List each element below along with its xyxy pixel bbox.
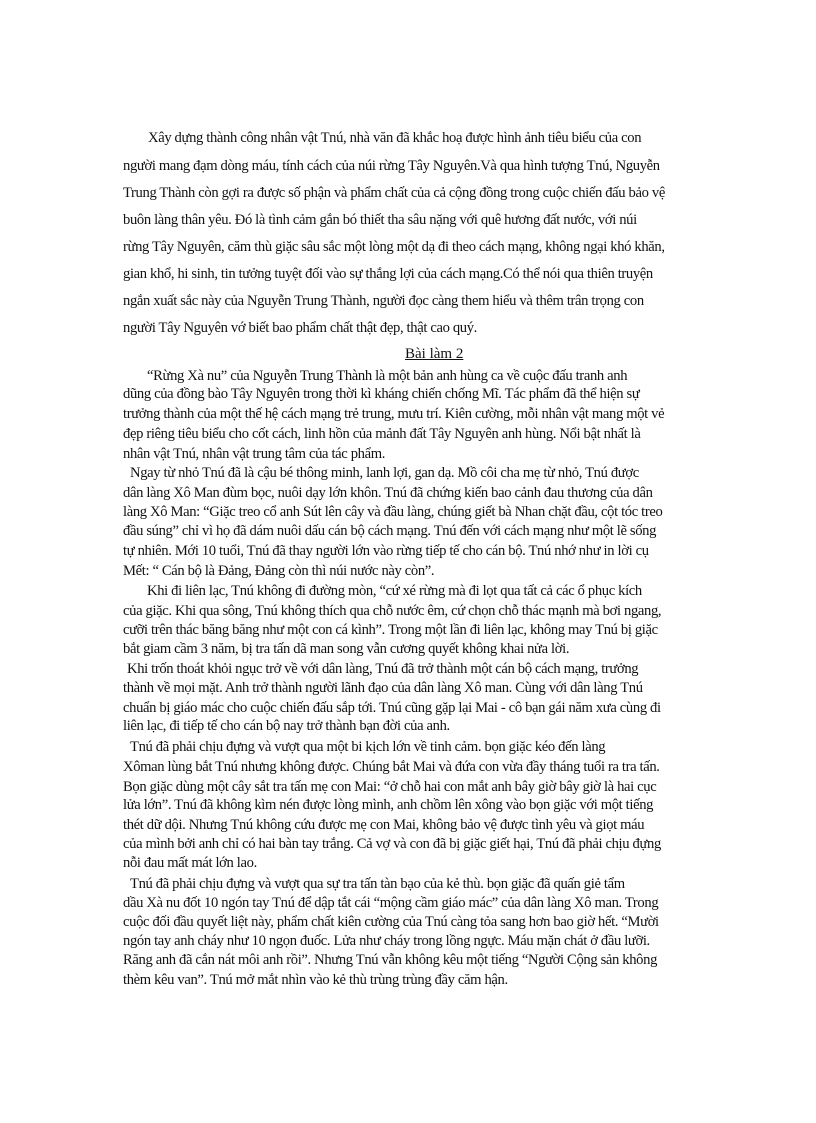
paragraph-line: Xây dựng thành công nhân vật Tnú, nhà văn đã khắc hoạ được hình ảnh tiêu biểu của con xyxy=(148,130,642,146)
paragraph-line: cưỡi trên thác băng băng như một con cá kình”. Trong một lần đi liên lạc, không may Tnú bị giặc xyxy=(123,622,658,638)
paragraph-line: dầu Xà nu đốt 10 ngón tay Tnú để dập tắt cái “mộng cầm giáo mác” của dân làng Xô man. Trong xyxy=(123,895,659,911)
paragraph-line: người Tây Nguyên vớ biết bao phẩm chất thật đẹp, thật cao quý. xyxy=(123,320,477,336)
paragraph-line: nỗi đau mất mát lớn lao. xyxy=(123,855,257,871)
paragraph-line: Trung Thành còn gợi ra được số phận và phẩm chất của cả cộng đồng trong cuộc chiến đấu bảo vệ xyxy=(123,185,665,201)
paragraph-line: nhân vật Tnú, nhân vật trung tâm của tác phẩm. xyxy=(123,446,386,462)
paragraph-line: tự nhiên. Mới 10 tuổi, Tnú đã thay người lớn vào rừng tiếp tế cho cán bộ. Tnú nhớ như in lời cụ xyxy=(123,543,649,559)
paragraph-line: đẹp riêng tiêu biểu cho cốt cách, linh hồn của mảnh đất Tây Nguyên anh hùng. Nổi bật nhất là xyxy=(123,426,641,442)
paragraph-line: Xôman lùng bắt Tnú nhưng không được. Chúng bắt Mai và đứa con vừa đầy tháng tuổi ra tra tấn. xyxy=(123,759,660,775)
paragraph-line: Khi trốn thoát khỏi ngục trở về với dân làng, Tnú đã trở thành một cán bộ cách mạng, trưởng xyxy=(127,661,639,677)
paragraph-line: dũng của đồng bào Tây Nguyên trong thời kì kháng chiến chống Mĩ. Tác phẩm đã thể hiện sự xyxy=(123,386,640,402)
paragraph-line: rừng Tây Nguyên, căm thù giặc sâu sắc một lòng một dạ đi theo cách mạng, không ngại khó khăn, xyxy=(123,239,665,255)
paragraph-line: Khi đi liên lạc, Tnú không đi đường mòn, “cứ xé rừng mà đi lọt qua tất cả các ổ phục kích xyxy=(147,583,642,599)
paragraph-line: người mang đạm dòng máu, tính cách của núi rừng Tây Nguyên.Và qua hình tượng Tnú, Nguyễn xyxy=(123,158,660,174)
paragraph-line: thành về mọi mặt. Anh trở thành người lãnh đạo của dân làng Xô man. Cùng với dân làng Tnú xyxy=(123,680,643,696)
paragraph-line: “Rừng Xà nu” của Nguyễn Trung Thành là một bản anh hùng ca về cuộc đấu tranh anh xyxy=(147,368,628,384)
paragraph-line: Răng anh đã cắn nát môi anh rồi”. Nhưng Tnú vẫn không kêu một tiếng “Người Cộng sản không xyxy=(123,952,658,968)
paragraph-line: Tnú đã phải chịu đựng và vượt qua một bi kịch lớn về tinh cảm. bọn giặc kéo đến làng xyxy=(130,739,606,755)
paragraph-line: trưởng thành của một thế hệ cách mạng trẻ trung, mưu trí. Kiên cường, mỗi nhân vật mang một vẻ xyxy=(123,406,665,422)
paragraph-line: chuẩn bị giáo mác cho cuộc chiến đấu sắp tới. Tnú cũng gặp lại Mai - cô bạn gái năm xưa cùng đi xyxy=(123,700,661,716)
paragraph-line: của giặc. Khi qua sông, Tnú không thích qua chỗ nước êm, cứ chọn chỗ thác mạnh mà bơi ngang, xyxy=(123,603,662,619)
essay-heading: Bài làm 2 xyxy=(405,346,464,362)
paragraph-line: Mết: “ Cán bộ là Đảng, Đảng còn thì núi nước này còn”. xyxy=(123,563,435,579)
paragraph-line: lửa lớn”. Tnú đã không kìm nén được lòng mình, anh chồm lên xông vào bọn giặc với một tiếng xyxy=(123,797,654,813)
paragraph-line: làng Xô Man: “Giặc treo cổ anh Sút lên cây và đầu làng, chúng giết bà Nhan chặt đầu, cột tóc treo xyxy=(123,504,663,520)
paragraph-line: thèm kêu van”. Tnú mở mắt nhìn vào kẻ thù trùng trùng đầy căm hận. xyxy=(123,972,508,988)
paragraph-line: cuộc đối đầu quyết liệt này, phẩm chất kiên cường của Tnú càng tỏa sang hơn bao giờ hết. “Mười xyxy=(123,914,659,930)
paragraph-line: thét dữ dội. Nhưng Tnú không cứu được mẹ con Mai, không bảo vệ được tình yêu và giọt máu xyxy=(123,817,645,833)
paragraph-line: Ngay từ nhỏ Tnú đã là cậu bé thông minh, lanh lợi, gan dạ. Mồ côi cha mẹ từ nhỏ, Tnú được xyxy=(130,465,639,481)
paragraph-line: bắt giam cầm 3 năm, bị tra tấn dã man song vẫn cương quyết không khai nửa lời. xyxy=(123,641,570,657)
paragraph-line: liên lạc, đi tiếp tế cho cán bộ nay trở thành bạn đời của anh. xyxy=(123,718,450,734)
paragraph-line: ngắn xuất sắc này của Nguyễn Trung Thành, người đọc càng them hiểu và thêm trân trọng con xyxy=(123,293,644,309)
paragraph-line: buôn làng thân yêu. Đó là tình cảm gắn bó thiết tha sâu nặng với quê hương đất nước, với núi xyxy=(123,212,637,228)
paragraph-line: gian khổ, hi sinh, tin tưởng tuyệt đối vào sự thắng lợi của cách mạng.Có thể nói qua thiên truyện xyxy=(123,266,653,282)
paragraph-line: của mình bởi anh chỉ có hai bàn tay trắng. Cả vợ và con đã bị giặc giết hại, Tnú đã phải chịu đựng xyxy=(123,836,661,852)
paragraph-line: ngón tay anh cháy như 10 ngọn đuốc. Lửa như cháy trong lồng ngực. Máu mặn chát ở đầu lưỡi. xyxy=(123,933,650,949)
paragraph-line: Bọn giặc dùng một cây sắt tra tấn mẹ con Mai: “ở chỗ hai con mắt anh bây giờ bây giờ là hai cục xyxy=(123,779,657,795)
paragraph-line: đầu súng” chỉ vì họ đã dám nuôi dấu cán bộ cách mạng. Tnú đến với cách mạng như một lẽ sống xyxy=(123,523,657,539)
paragraph-line: Tnú đã phải chịu đựng và vượt qua sự tra tấn tàn bạo của kẻ thù. bọn giặc đã quấn giẻ tẩm xyxy=(130,876,625,892)
paragraph-line: dân làng Xô Man đùm bọc, nuôi dạy lớn khôn. Tnú đã chứng kiến bao cảnh đau thương của dân xyxy=(123,485,653,501)
